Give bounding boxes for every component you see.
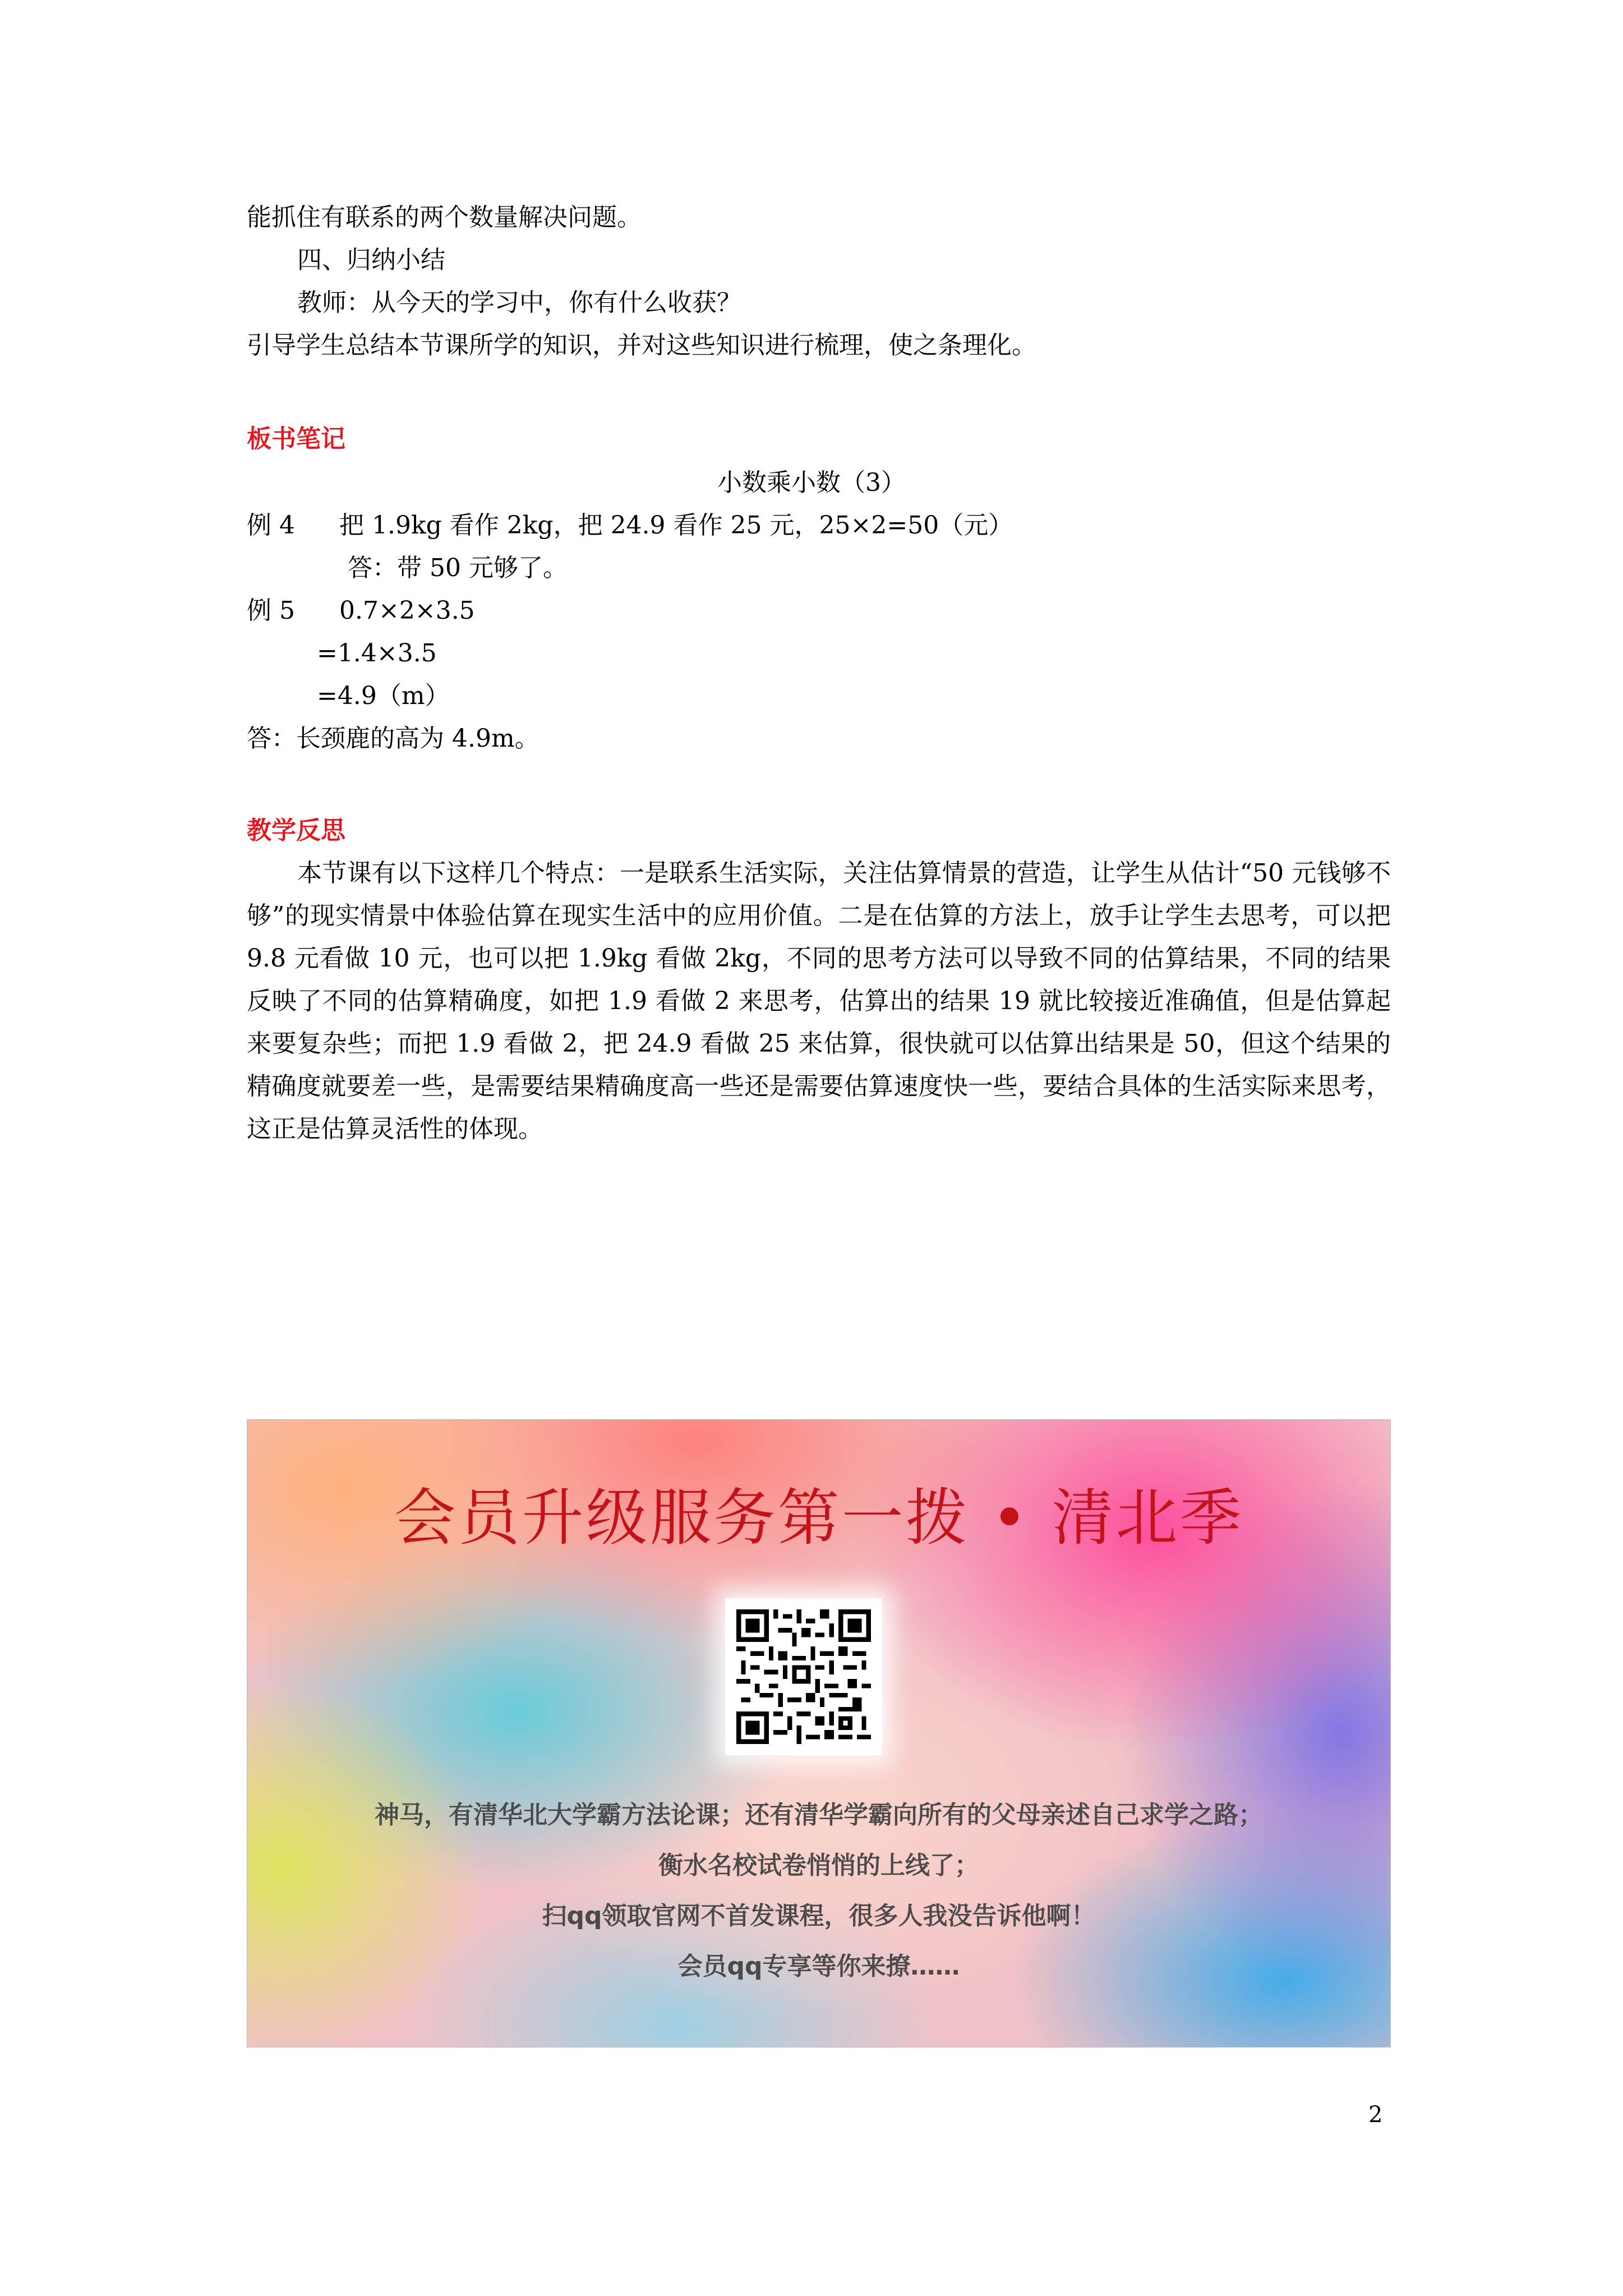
banner-text-line: 扫qq领取官网不首发课程，很多人我没告诉他啊！ <box>542 1902 1096 1930</box>
example-4-label: 例 4 <box>247 511 295 540</box>
example-5-label: 例 5 <box>247 596 295 625</box>
banner-text-line: 衡水名校试卷悄悄的上线了； <box>658 1851 979 1880</box>
banner-text-line: 神马，有清华北大学霸方法论课；还有清华学霸向所有的父母亲述自己求学之路； <box>375 1801 1263 1829</box>
lesson-text-line: 能抓住有联系的两个数量解决问题。 <box>247 203 642 232</box>
board-notes-heading: 板书笔记 <box>247 425 345 453</box>
example-5-step: 0.7×2×3.5 <box>339 596 475 625</box>
teacher-question: 教师：从今天的学习中，你有什么收获？ <box>297 288 741 317</box>
example-5-step: =4.9（m） <box>317 682 450 710</box>
guide-text: 引导学生总结本节课所学的知识，并对这些知识进行梳理，使之条理化。 <box>247 331 1036 360</box>
page-number: 2 <box>1368 2102 1383 2128</box>
banner-title: 会员升级服务第一拨 • 清北季 <box>394 1482 1244 1554</box>
reflection-heading: 教学反思 <box>247 816 345 845</box>
section-title-summary: 四、归纳小结 <box>297 246 445 274</box>
board-notes-title: 小数乘小数（3） <box>717 468 906 497</box>
example-5-step: =1.4×3.5 <box>317 639 437 668</box>
example-5-answer: 答：长颈鹿的高为 4.9m。 <box>247 724 540 753</box>
example-4-answer: 答：带 50 元够了。 <box>348 554 568 582</box>
qr-code-icon <box>725 1598 882 1755</box>
reflection-paragraph: 本节课有以下这样几个特点：一是联系生活实际，关注估算情景的营造，让学生从估计“50 元钱够不够”的现实情景中体验估算在现实生活中的应用价值。二是在估算的方法上，放手让学生去思考，可以把 9.8 元看做 10 元，也可以把 1.9kg 看做 2kg，不同的思考方法可以导致不同的估算结果，不同的结果反映了不同的估算精确度，如把 1.9 看做 2 来思考，估算出的结果 19 就比较接近准确值，但是估算起来要复杂些；而把 1.9 看做 2，把 24.9 看做 25 来估算，很快就可以估算出结果是 50，但这个结果的精确度就要差一些，是需要结果精确度高一些还是需要估算速度快一些，要结合具体的生活实际来思考，这正是估算灵活性的体现。 <box>247 859 1391 1143</box>
banner-text-line: 会员qq专享等你来撩…… <box>677 1952 960 1981</box>
membership-banner <box>247 1419 1391 2047</box>
example-4-text: 把 1.9kg 看作 2kg，把 24.9 看作 25 元，25×2=50（元） <box>339 511 1013 540</box>
